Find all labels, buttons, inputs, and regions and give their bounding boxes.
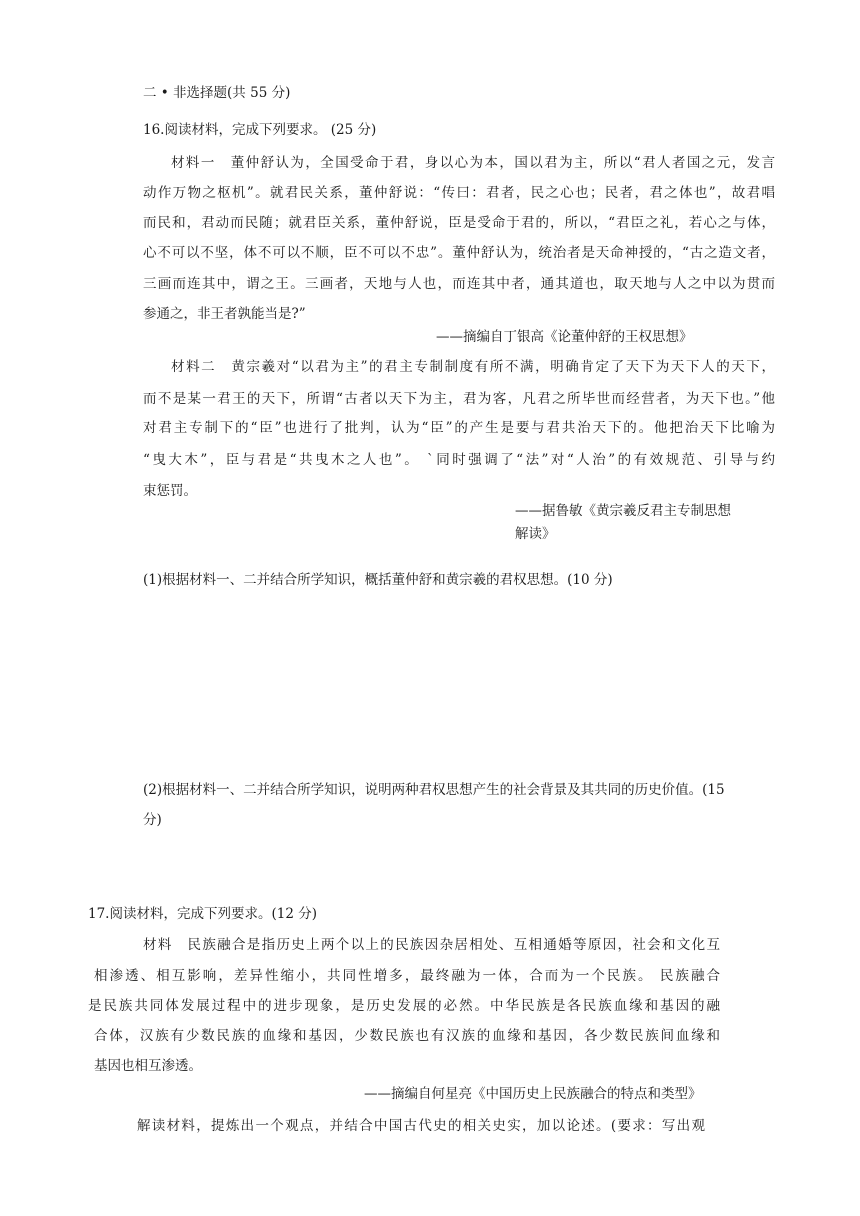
material-2-line: 对君主专制下的“臣”也进行了批判，认为“臣”的产生是要与君共治天下的。他把治天下比喻为 xyxy=(143,420,775,436)
material-1-line: 而民和，君动而民随；就君臣关系，董仲舒说，臣是受命于君的，所以，“君臣之礼，若心之与体， xyxy=(143,215,775,231)
material-2-line: “曳大木”，臣与君是“共曳木之人也”。 `同时强调了“法”对“人治”的有效规范、引导与约 xyxy=(143,452,775,468)
question-16-prompt: 16.阅读材料，完成下列要求。 (25 分) xyxy=(143,122,377,138)
material-2-line: 而不是某一君王的天下，所谓“古者以天下为主，君为客，凡君之所毕世而经营者，为天下也。”他 xyxy=(143,391,775,407)
sub-question-2: (2)根据材料一、二并结合所学知识，说明两种君权思想产生的社会背景及其共同的历史价值。(15 xyxy=(143,782,725,798)
section-title: 二 • 非选择题(共 55 分) xyxy=(143,85,291,101)
sub-question-1: (1)根据材料一、二并结合所学知识，概括董仲舒和黄宗羲的君权思想。(10 分) xyxy=(143,572,613,588)
material-line: 合体，汉族有少数民族的血缘和基因，少数民族也有汉族的血缘和基因，各少数民族间血缘和 xyxy=(94,1028,720,1044)
material-1-line: 动作万物之枢机”。就君民关系，董仲舒说：“传曰：君者，民之心也；民者，君之体也”，故君唱 xyxy=(143,185,775,201)
material-line: 基因也相互渗透。 xyxy=(94,1058,202,1074)
material-line: 相渗透、相互影响，差异性缩小，共同性增多，最终融为一体，合而为一个民族。 民族融合 xyxy=(94,968,720,984)
material-2-line: 材料二 黄宗羲对“以君为主”的君主专制制度有所不满，明确肯定了天下为天下人的天下， xyxy=(171,359,775,375)
material-2-source-cont: 解读》 xyxy=(515,526,556,542)
material-line: 是民族共同体发展过程中的进步现象，是历史发展的必然。中华民族是各民族血缘和基因的融 xyxy=(88,998,720,1014)
material-1-line: 参通之，非王者孰能当是?” xyxy=(143,306,306,322)
material-2-source: ——据鲁敏《黄宗羲反君主专制思想 xyxy=(515,503,731,519)
material-source: ——摘编自何星亮《中国历史上民族融合的特点和类型》 xyxy=(364,1086,702,1102)
sub-question-2-cont: 分) xyxy=(143,812,162,828)
material-1-line: 三画而连其中，谓之王。三画者，天地与人也，而连其中者，通其道也，取天地与人之中以为贯而 xyxy=(143,276,775,292)
material-1-line: 材料一 董仲舒认为，全国受命于君，身以心为本，国以君为主，所以“君人者国之元，发言 xyxy=(171,155,775,171)
material-1-source: ——摘编自丁银高《论董仲舒的王权思想》 xyxy=(436,329,693,345)
question-17-prompt: 17.阅读材料，完成下列要求。(12 分) xyxy=(88,906,317,922)
task-text: 解读材料，提炼出一个观点，并结合中国古代史的相关史实，加以论述。(要求：写出观 xyxy=(137,1118,705,1134)
material-2-line: 束惩罚。 xyxy=(143,483,197,499)
material-1-line: 心不可以不坚，体不可以不顺，臣不可以不忠”。董仲舒认为，统治者是天命神授的，“古之造文者， xyxy=(143,245,775,261)
material-line: 材料 民族融合是指历史上两个以上的民族因杂居相处、互相通婚等原因，社会和文化互 xyxy=(143,937,720,953)
